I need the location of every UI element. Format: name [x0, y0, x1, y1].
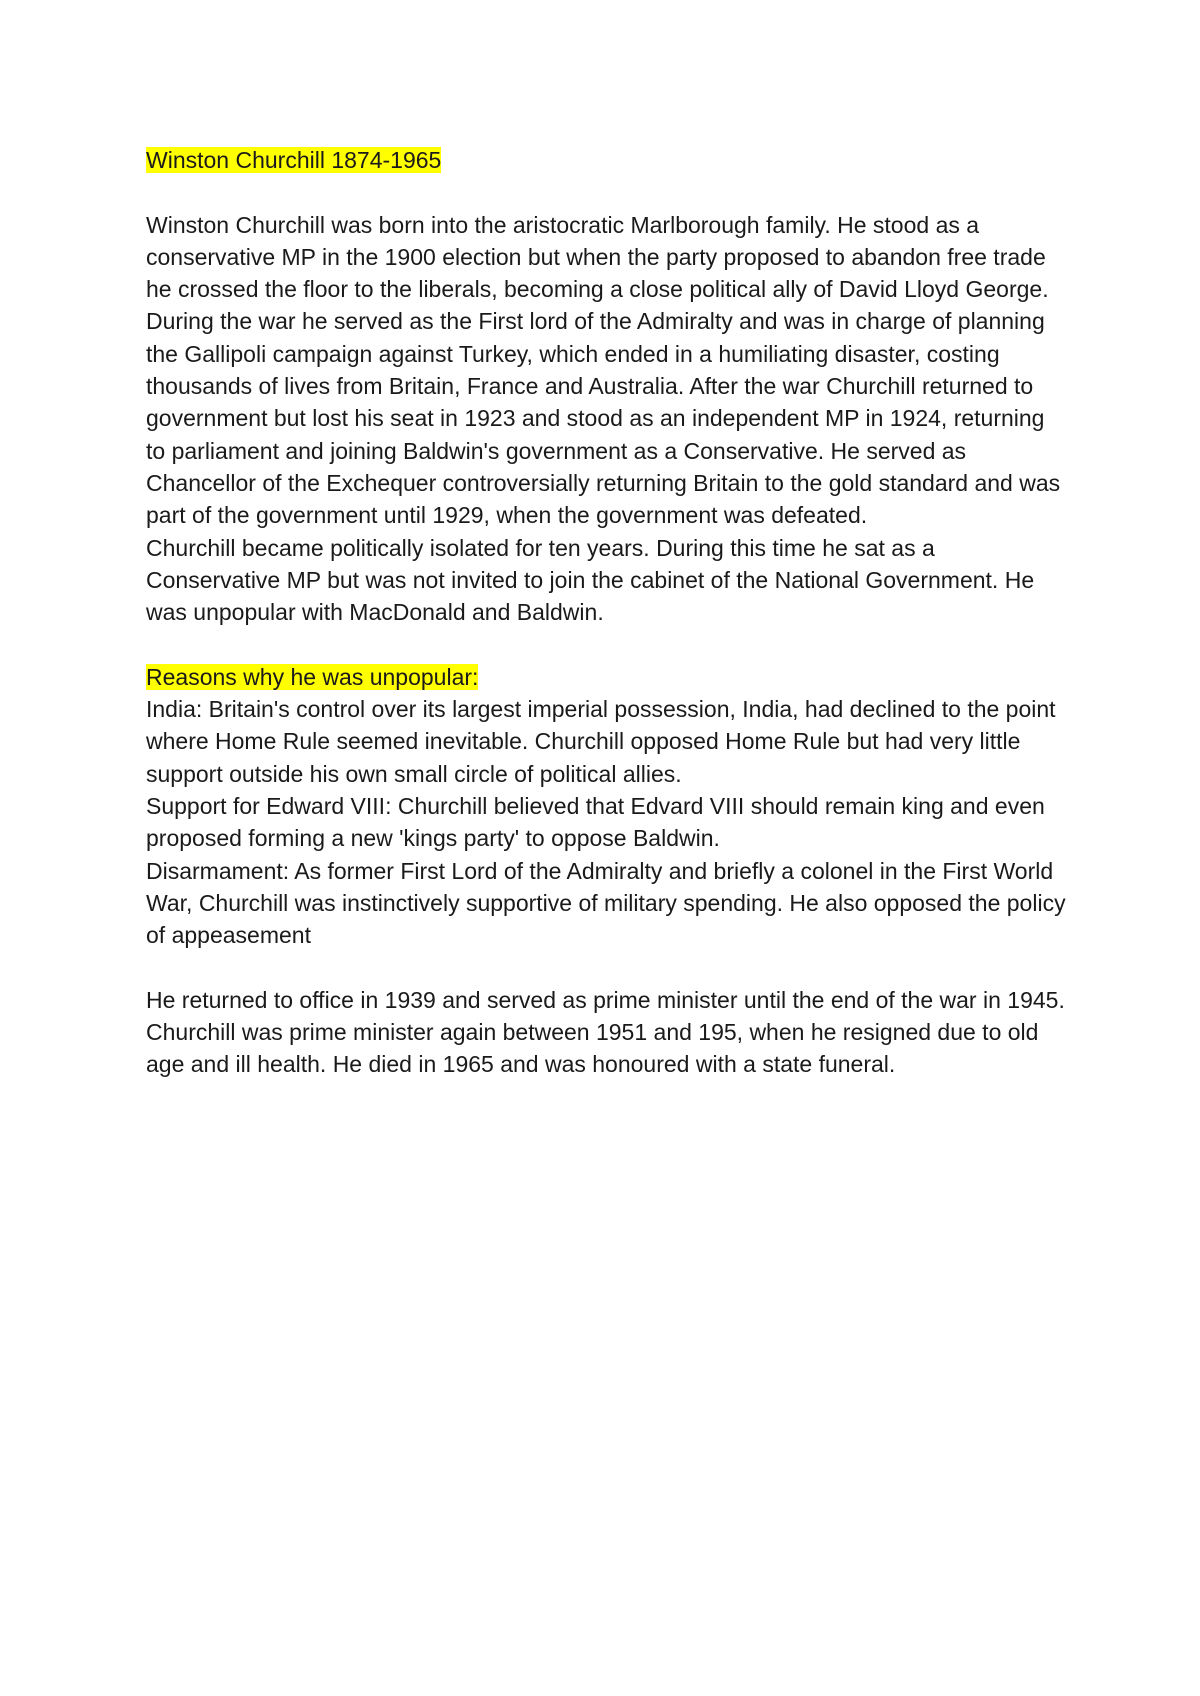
paragraph-war-and-government: During the war he served as the First lord of the Admiralty and was in charge of planning the Gallipoli campaign against Turkey, which ended in a humiliating disaster, costing thousands of lives from Britain, France and Australia. After the war Churchill returned to government but lost his seat in 1923 and stood as an independent MP in 1924, returning to parliament and joining Baldwin's government as a Conservative. He served as Chancellor of the Exchequer controversially returning Britain to the gold standard and was part of the government until 1929, when the government was defeated. [146, 308, 1061, 529]
spacer [146, 176, 1066, 208]
reason-disarmament: Disarmament: As former First Lord of the Admiralty and briefly a colonel in the First World War, Churchill was instinctively supportive of military spending. He also opposed the policy of appeasement [146, 857, 1066, 949]
paragraph-early-career: Winston Churchill was born into the aristocratic Marlborough family. He stood as a conservative MP in the 1900 election but when the party proposed to abandon free trade he crossed the floor to the liberals, becoming a close political ally of David Lloyd George. [146, 211, 1049, 303]
paragraph-isolation: Churchill became politically isolated for ten years. During this time he sat as a Conservative MP but was not invited to join the cabinet of the National Government. He was unpopular with MacDonald and Baldwin. [146, 534, 1035, 626]
document-title [146, 144, 1066, 176]
title-highlight: Winston Churchill 1874-1965 [146, 147, 442, 173]
reason-india: India: Britain's control over its largest imperial possession, India, had declined to the point where Home Rule seemed inevitable. Churchill opposed Home Rule but had very little support outside his own small circle of political allies. [146, 696, 1056, 787]
spacer [146, 951, 1066, 983]
spacer [146, 628, 1066, 660]
reasons-heading [146, 661, 1066, 693]
reason-edward-viii: Support for Edward VIII: Churchill believed that Edvard VIII should remain king and even proposed forming a new 'kings party' to oppose Baldwin. [146, 792, 1045, 852]
document-body [146, 144, 1066, 1081]
paragraph-later-career: He returned to office in 1939 and served as prime minister until the end of the war in 1945. Churchill was prime minister again between 1951 and 195, when he resigned due to old age and ill health. He died in 1965 and was honoured with a state funeral. [146, 986, 1065, 1078]
reasons-highlight: Reasons why he was unpopular: [146, 663, 479, 690]
